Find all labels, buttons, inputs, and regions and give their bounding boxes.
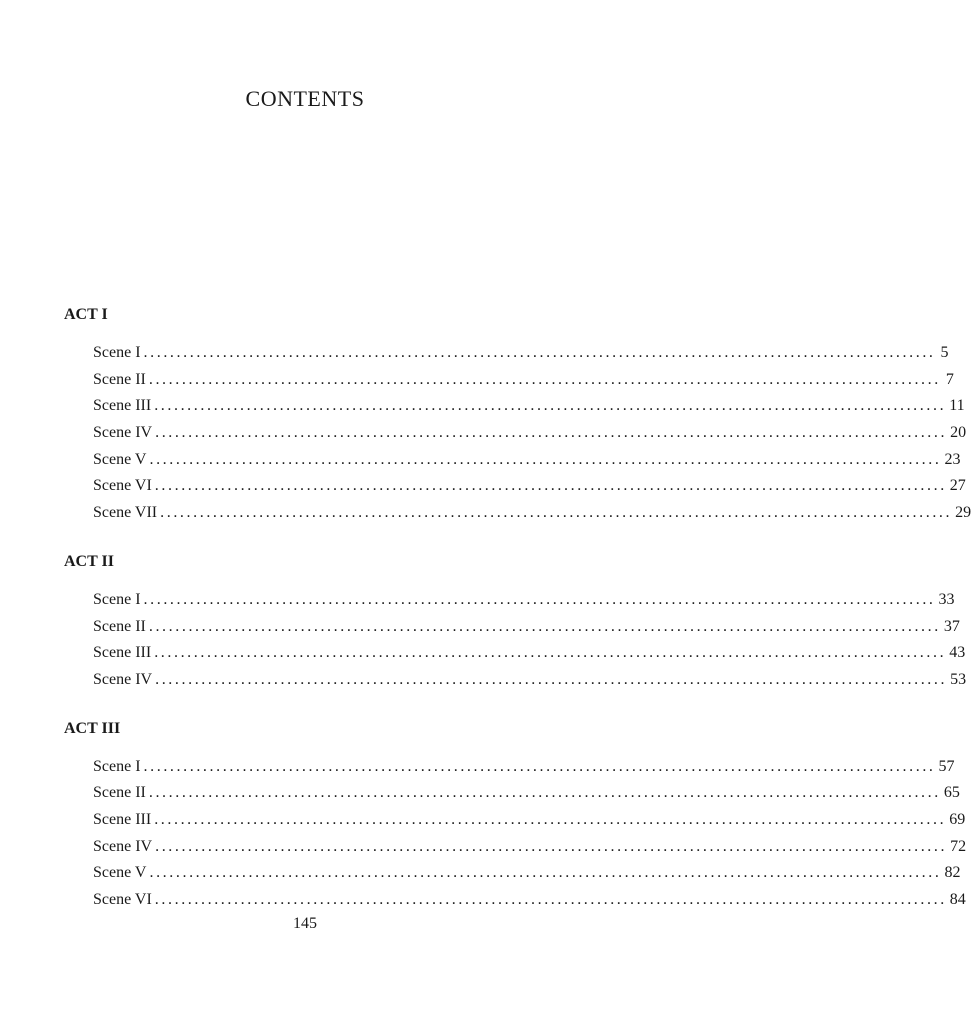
scene-page-number: 5 xyxy=(940,344,949,361)
act-section xyxy=(64,550,967,694)
scene-page-number: 7 xyxy=(945,370,954,388)
scene-page-number: 53 xyxy=(950,670,967,688)
scene-page-number: 69 xyxy=(949,810,966,828)
scene-label: Scene II xyxy=(93,784,146,802)
scene-page-number: 29 xyxy=(955,504,971,522)
dot-leader: ........................................................................................................................ xyxy=(148,617,941,635)
dot-leader: ........................................................................................................................ xyxy=(143,344,936,361)
toc-entry[interactable] xyxy=(64,860,961,887)
act-heading: ACT II xyxy=(64,552,114,570)
scene-page-number: 65 xyxy=(943,784,960,802)
dot-leader: ........................................................................................................................ xyxy=(154,477,947,495)
scene-label: Scene VI xyxy=(93,477,152,495)
scene-label: Scene IV xyxy=(93,670,153,688)
scene-label: Scene V xyxy=(93,450,147,468)
scene-page-number: 82 xyxy=(944,864,961,882)
scene-page-number: 37 xyxy=(943,617,960,635)
scene-label: Scene VI xyxy=(93,891,152,908)
toc-entry[interactable] xyxy=(64,667,967,694)
act-section xyxy=(64,303,971,527)
scene-page-number: 57 xyxy=(938,757,955,775)
dot-leader: ........................................................................................................................ xyxy=(148,784,941,802)
dot-leader: ........................................................................................................................ xyxy=(155,424,948,442)
dot-leader: ........................................................................................................................ xyxy=(143,590,936,608)
scene-label: Scene IV xyxy=(93,424,153,442)
dot-leader: ........................................................................................................................ xyxy=(154,810,947,828)
table-of-contents xyxy=(64,303,971,937)
toc-entry[interactable] xyxy=(64,393,965,420)
act-heading: ACT III xyxy=(64,719,121,737)
scene-label: Scene III xyxy=(93,810,152,828)
toc-entry[interactable] xyxy=(64,473,966,500)
toc-entry[interactable] xyxy=(64,807,966,834)
scene-label: Scene III xyxy=(93,644,152,662)
dot-leader: ........................................................................................................................ xyxy=(155,670,948,688)
scene-label: Scene IV xyxy=(93,837,153,855)
scene-label: Scene I xyxy=(93,757,141,775)
scene-page-number: 27 xyxy=(949,477,966,495)
scene-label: Scene III xyxy=(93,397,152,415)
page-title: CONTENTS xyxy=(245,86,365,111)
scene-page-number: 43 xyxy=(949,644,966,662)
dot-leader: ........................................................................................................................ xyxy=(148,370,941,388)
toc-entry[interactable] xyxy=(64,887,966,914)
toc-entry[interactable] xyxy=(64,587,955,614)
dot-leader: ........................................................................................................................ xyxy=(143,757,936,775)
scene-label: Scene I xyxy=(93,590,141,608)
dot-leader: ........................................................................................................................ xyxy=(155,837,948,855)
dot-leader: ........................................................................................................................ xyxy=(154,644,947,662)
toc-entry[interactable] xyxy=(64,640,966,667)
toc-entry[interactable] xyxy=(64,420,967,447)
scene-page-number: 72 xyxy=(950,837,967,855)
scene-label: Scene II xyxy=(93,617,146,635)
scene-page-number: 84 xyxy=(949,891,966,908)
act-heading: ACT I xyxy=(64,306,108,323)
scene-page-number: 23 xyxy=(944,450,961,468)
toc-entry[interactable] xyxy=(64,367,954,394)
toc-entry[interactable] xyxy=(64,500,971,527)
scene-label: Scene V xyxy=(93,864,147,882)
act-section xyxy=(64,717,967,914)
toc-entry[interactable] xyxy=(64,780,960,807)
scene-label: Scene VII xyxy=(93,504,158,522)
scene-label: Scene I xyxy=(93,344,141,361)
dot-leader: ........................................................................................................................ xyxy=(154,397,947,415)
toc-entry[interactable] xyxy=(64,834,967,861)
page-number: 145 xyxy=(293,915,317,932)
dot-leader: ........................................................................................................................ xyxy=(160,504,953,522)
scene-page-number: 11 xyxy=(949,397,965,415)
toc-entry[interactable] xyxy=(64,340,949,367)
toc-entry[interactable] xyxy=(64,754,955,781)
scene-page-number: 33 xyxy=(938,590,955,608)
toc-entry[interactable] xyxy=(64,614,960,641)
dot-leader: ........................................................................................................................ xyxy=(149,864,942,882)
scene-label: Scene II xyxy=(93,370,146,388)
dot-leader: ........................................................................................................................ xyxy=(149,450,942,468)
dot-leader: ........................................................................................................................ xyxy=(154,891,947,908)
scene-page-number: 20 xyxy=(950,424,967,442)
toc-entry[interactable] xyxy=(64,447,961,474)
